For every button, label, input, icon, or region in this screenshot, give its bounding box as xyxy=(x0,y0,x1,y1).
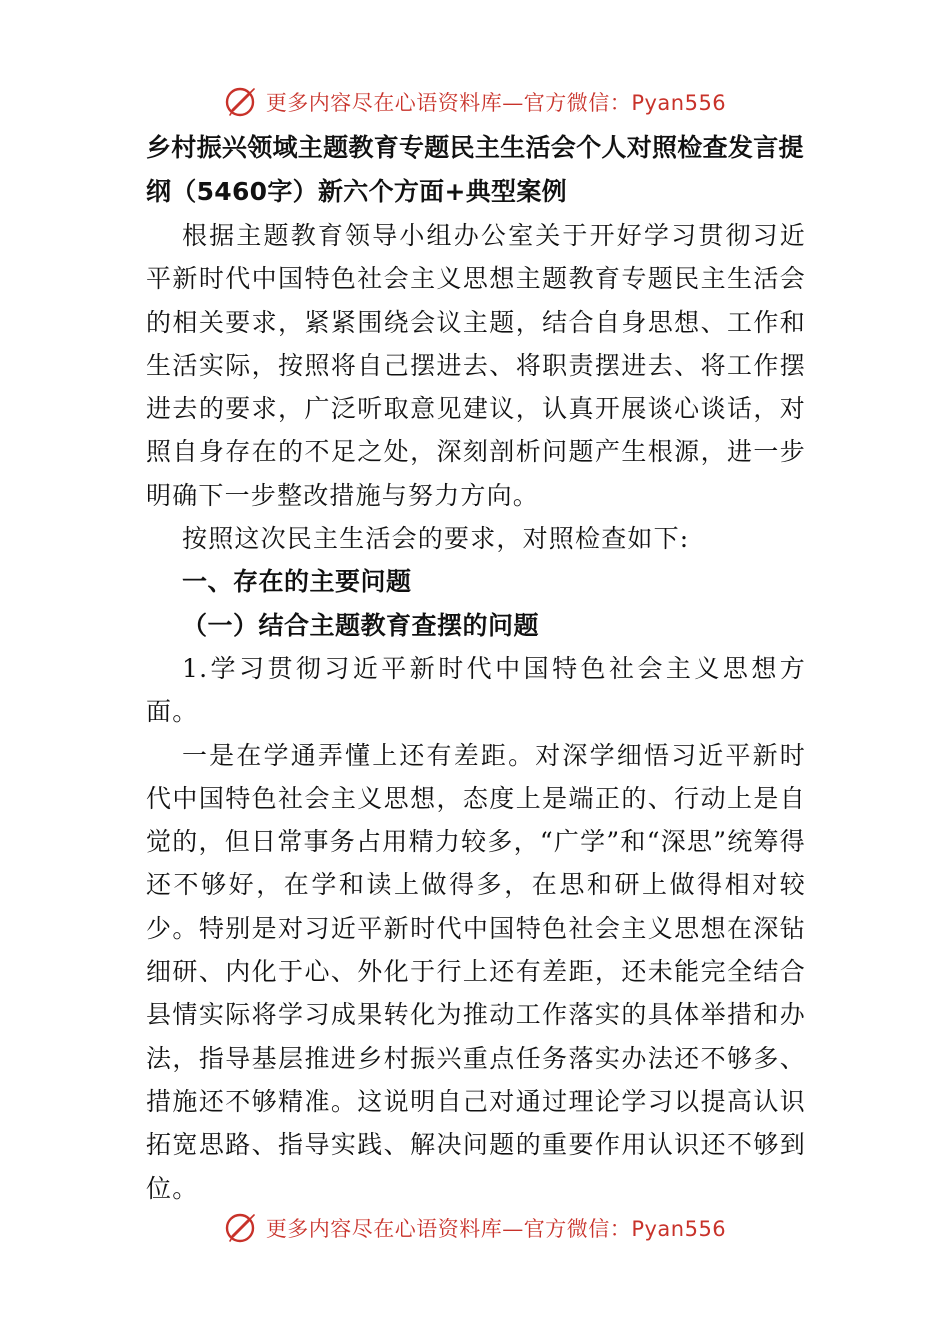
point-paragraph: 一是在学通弄懂上还有差距。对深学细悟习近平新时代中国特色社会主义思想，态度上是端正的、行动上是自觉的，但日常事务占用精力较多，“广学”和“深思”统筹得还不够好，在学和读上做得多，在思和研上做得相对较少。特别是对习近平新时代中国特色社会主义思想在深钻细研、内化于心、外化于行上还有差距，还未能完全结合县情实际将学习成果转化为推动工作落实的具体举措和办法，指导基层推进乡村振兴重点任务落实办法还不够多、措施还不够精准。这说明自己对通过理论学习以提高认识拓宽思路、指导实践、解决问题的重要作用认识还不够到位。 xyxy=(146,740,806,1203)
document-body xyxy=(146,126,806,1210)
pen-logo-icon xyxy=(224,85,258,119)
footer-watermark-banner xyxy=(0,1206,950,1250)
lead-paragraph: 按照这次民主生活会的要求，对照检查如下: xyxy=(182,524,690,554)
footer-banner-text xyxy=(266,1213,726,1243)
intro-paragraph: 根据主题教育领导小组办公室关于开好学习贯彻习近平新时代中国特色社会主义思想主题教育专题民主生活会的相关要求，紧紧围绕会议主题，结合自身思想、工作和生活实际，按照将自己摆进去、将职责摆进去、将工作摆进去的要求，广泛听取意见建议，认真开展谈心谈话，对照自身存在的不足之处，深刻剖析问题产生根源，进一步明确下一步整改措施与努力方向。 xyxy=(146,221,806,510)
header-banner-wechat-id: Pyan556 xyxy=(631,91,727,115)
section-heading: 一、存在的主要问题 xyxy=(182,567,412,597)
item-heading: 1.学习贯彻习近平新时代中国特色社会主义思想方面。 xyxy=(146,653,806,727)
header-watermark-banner xyxy=(0,80,950,124)
subsection-heading: （一）结合主题教育查摆的问题 xyxy=(182,610,540,640)
header-banner-text xyxy=(266,87,726,117)
document-title: 乡村振兴领域主题教育专题民主生活会个人对照检查发言提纲（5460字）新六个方面+典型案例 xyxy=(146,133,804,206)
pen-logo-icon xyxy=(224,1211,258,1245)
footer-banner-wechat-id: Pyan556 xyxy=(631,1217,727,1241)
header-banner-cn: 更多内容尽在心语资料库—官方微信： xyxy=(265,91,632,115)
footer-banner-cn: 更多内容尽在心语资料库—官方微信： xyxy=(265,1217,632,1241)
